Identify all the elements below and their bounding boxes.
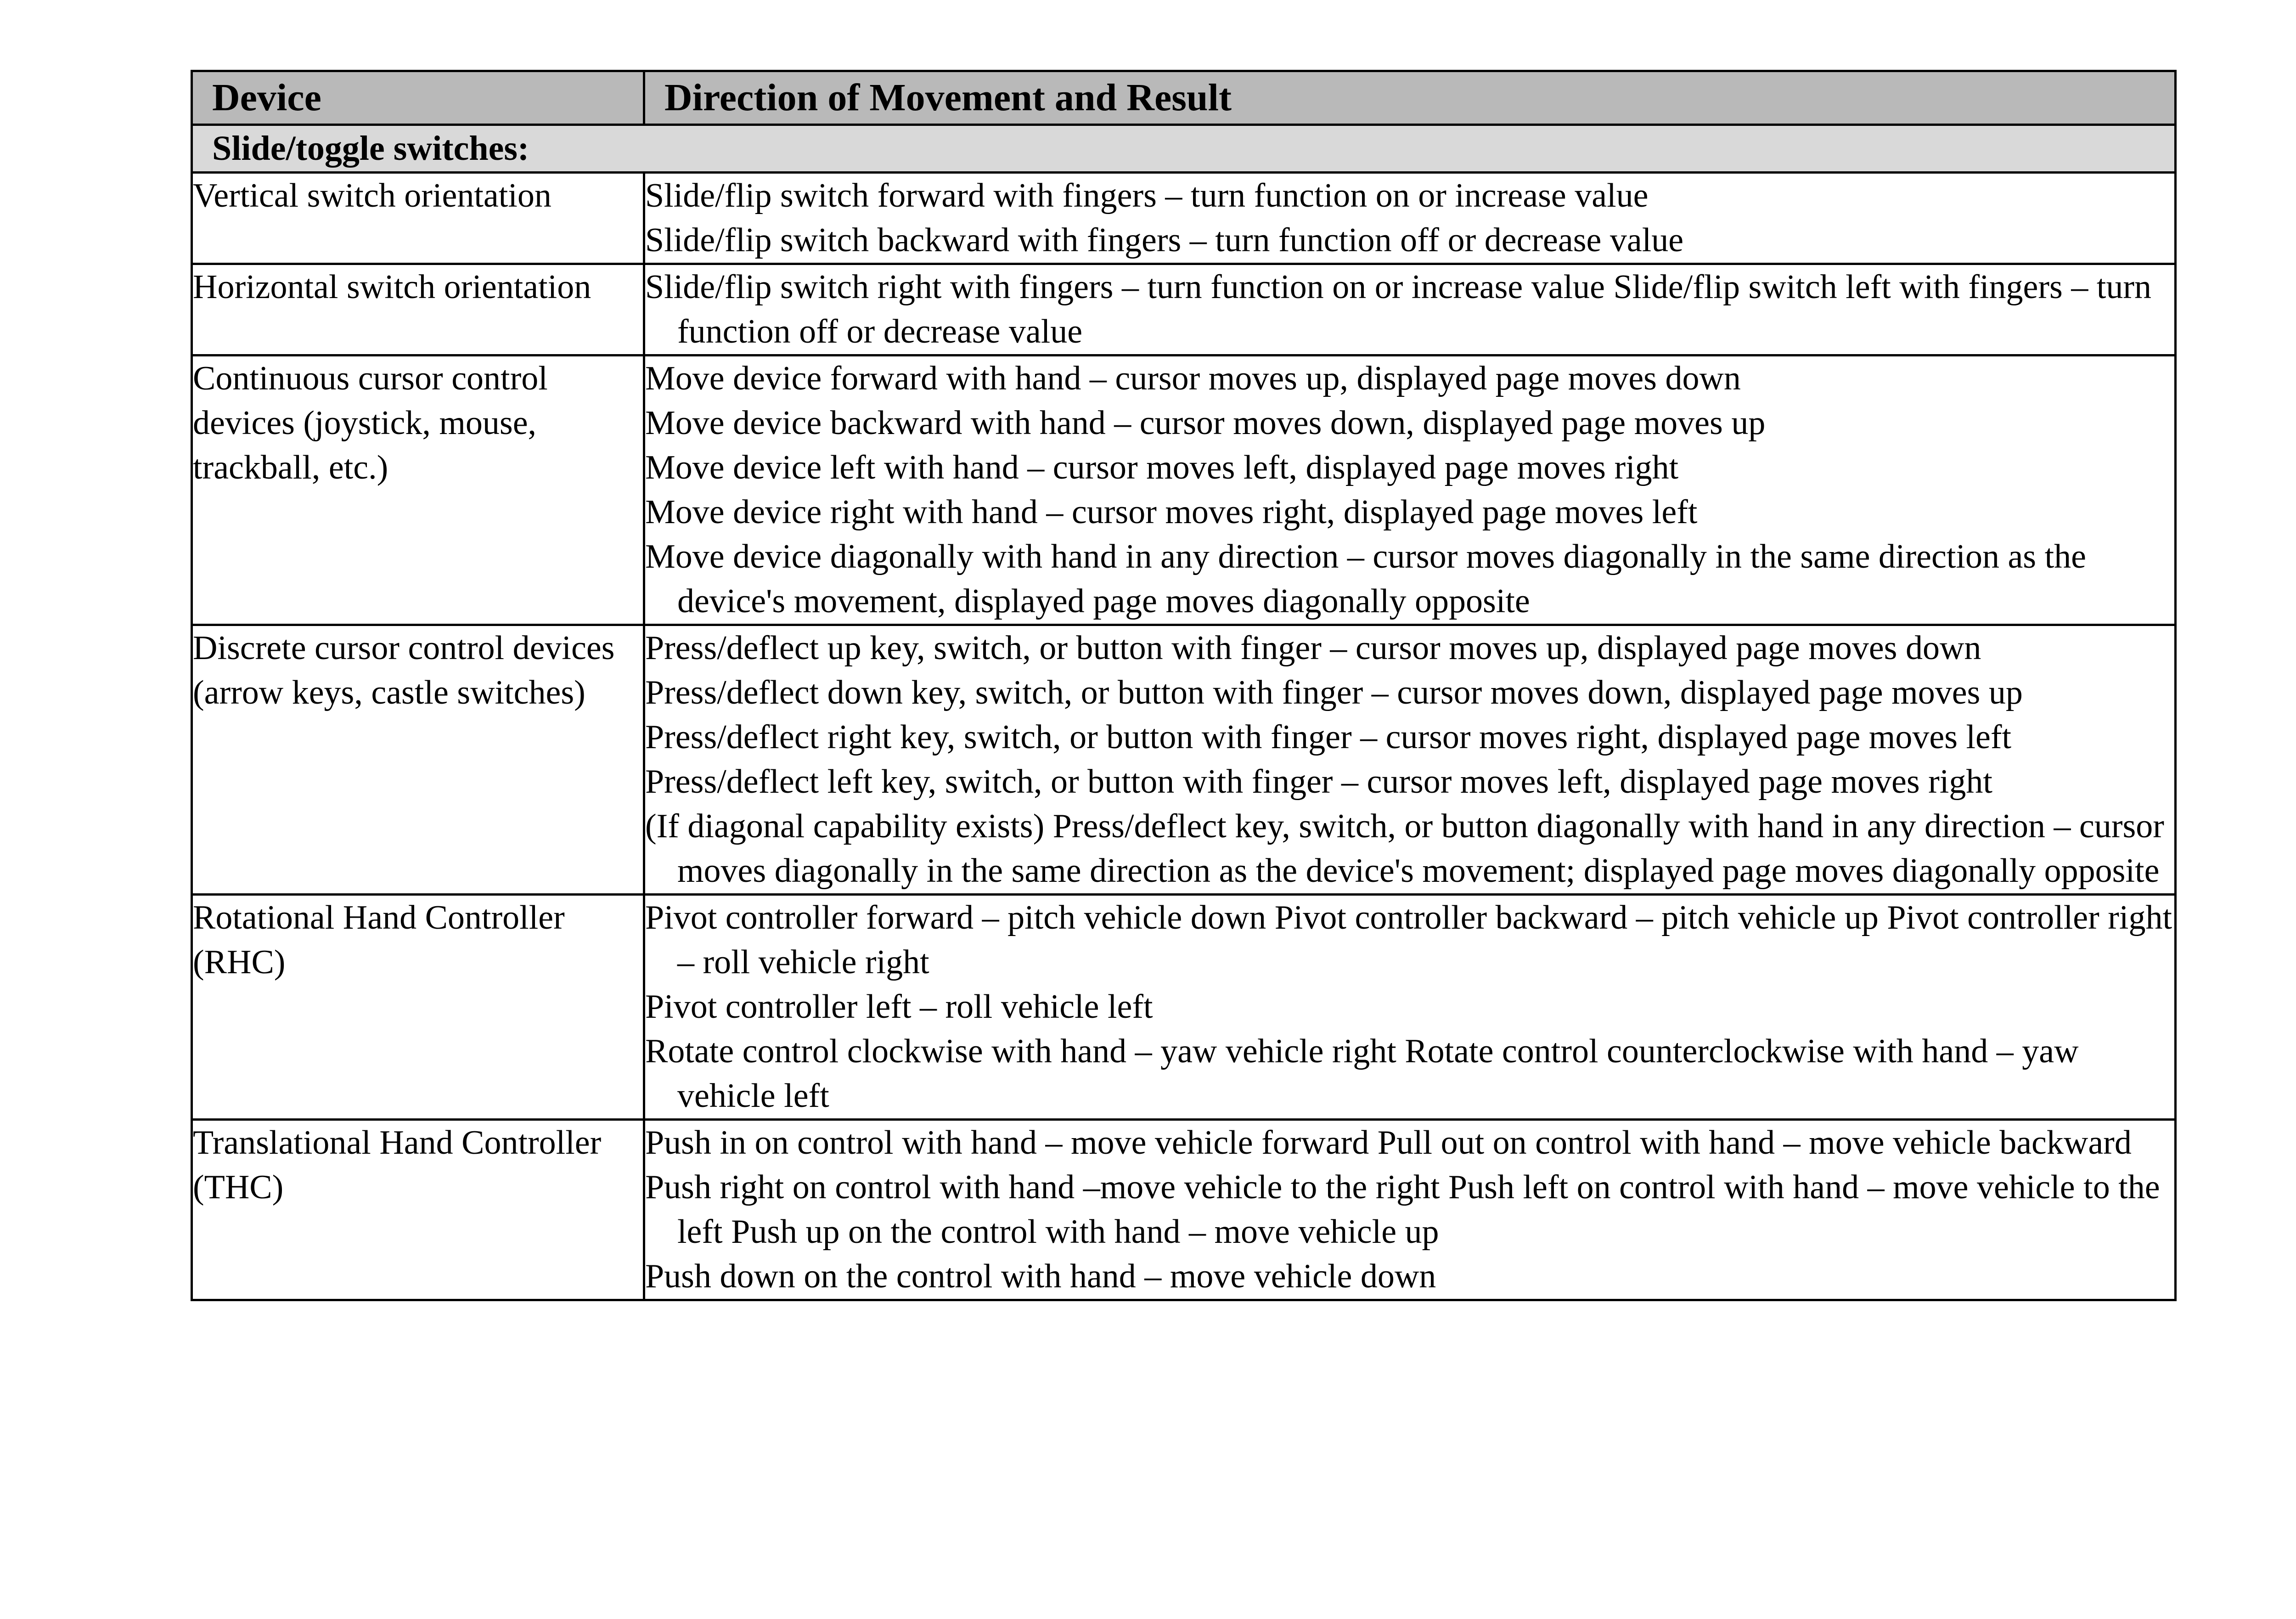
device-direction-table xyxy=(191,70,2177,1301)
result-line: Rotate control clockwise with hand – yaw vehicle right Rotate control counterclockwise with hand – yaw vehicle left xyxy=(645,1032,2079,1115)
result-cell xyxy=(644,625,2176,895)
group-row xyxy=(192,125,2176,173)
result-line: Press/deflect down key, switch, or button with finger – cursor moves down, displayed page moves up xyxy=(645,674,2023,711)
result-line: Press/deflect left key, switch, or button with finger – cursor moves left, displayed page moves right xyxy=(645,763,1992,801)
result-line: Slide/flip switch forward with fingers – turn function on or increase value xyxy=(645,177,1649,214)
result-cell xyxy=(644,264,2176,355)
result-line: (If diagonal capability exists) Press/deflect key, switch, or button diagonally with hand in any direction – cursor moves diagonally in the same direction as the device's movement; displayed page moves diagonally opposite xyxy=(645,807,2164,890)
result-cell xyxy=(644,895,2176,1120)
result-line: Move device backward with hand – cursor moves down, displayed page moves up xyxy=(645,404,1766,442)
table-row xyxy=(192,1120,2176,1300)
device-cell: Discrete cursor control devices (arrow keys, castle switches) xyxy=(192,625,644,895)
column-header-direction: Direction of Movement and Result xyxy=(644,71,2176,125)
result-line: Slide/flip switch backward with fingers – turn function off or decrease value xyxy=(645,221,1684,259)
result-line: Press/deflect right key, switch, or button with finger – cursor moves right, displayed page moves left xyxy=(645,718,2012,756)
table-row xyxy=(192,264,2176,355)
column-header-device: Device xyxy=(192,71,644,125)
device-cell: Vertical switch orientation xyxy=(192,173,644,264)
table-row xyxy=(192,895,2176,1120)
result-line: Pivot controller forward – pitch vehicle down Pivot controller backward – pitch vehicle up Pivot controller right – roll vehicle right xyxy=(645,899,2172,981)
result-cell xyxy=(644,173,2176,264)
result-line: Push in on control with hand – move vehicle forward Pull out on control with hand – move vehicle backward xyxy=(645,1124,2132,1162)
table-row xyxy=(192,355,2176,625)
result-line: Slide/flip switch right with fingers – turn function on or increase value Slide/flip switch left with fingers – turn function off or decrease value xyxy=(645,268,2152,350)
device-cell: Rotational Hand Controller (RHC) xyxy=(192,895,644,1120)
group-label: Slide/toggle switches: xyxy=(192,125,2176,173)
table-header-row xyxy=(192,71,2176,125)
device-cell: Horizontal switch orientation xyxy=(192,264,644,355)
device-cell: Translational Hand Controller (THC) xyxy=(192,1120,644,1300)
result-line: Move device right with hand – cursor moves right, displayed page moves left xyxy=(645,493,1698,531)
device-cell: Continuous cursor control devices (joystick, mouse, trackball, etc.) xyxy=(192,355,644,625)
result-line: Push down on the control with hand – move vehicle down xyxy=(645,1258,1436,1295)
result-line: Pivot controller left – roll vehicle left xyxy=(645,988,1153,1026)
result-line: Move device forward with hand – cursor moves up, displayed page moves down xyxy=(645,360,1741,397)
result-line: Move device left with hand – cursor moves left, displayed page moves right xyxy=(645,449,1679,486)
result-line: Push right on control with hand –move vehicle to the right Push left on control with hand – move vehicle to the left Push up on the control with hand – move vehicle up xyxy=(645,1168,2160,1251)
result-line: Move device diagonally with hand in any direction – cursor moves diagonally in the same direction as the device's movement, displayed page moves diagonally opposite xyxy=(645,538,2086,620)
table-row xyxy=(192,173,2176,264)
result-cell xyxy=(644,355,2176,625)
table-row xyxy=(192,625,2176,895)
result-cell xyxy=(644,1120,2176,1300)
result-line: Press/deflect up key, switch, or button with finger – cursor moves up, displayed page moves down xyxy=(645,629,1981,667)
